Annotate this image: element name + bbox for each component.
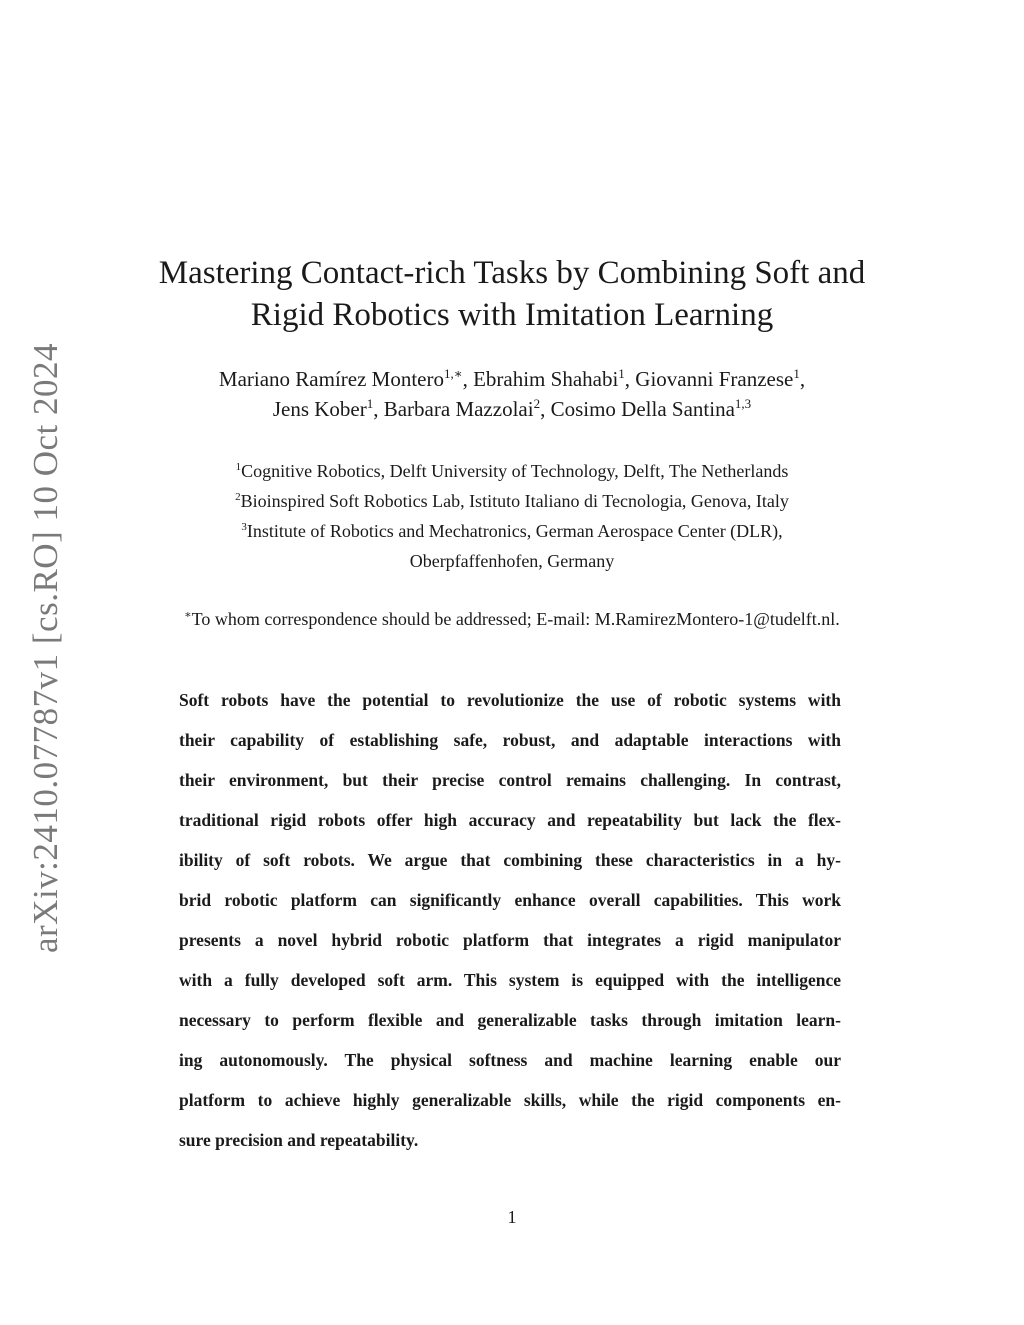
- abstract-line: brid robotic platform can significantly enhance overall capabilities. This work: [179, 890, 841, 910]
- author-affiliation-mark: 1,3: [734, 396, 752, 411]
- correspondence-mark: ∗: [184, 609, 192, 621]
- abstract-line: ing autonomously. The physical softness and machine learning enable our: [179, 1050, 841, 1070]
- author-name: Mariano Ramírez Montero: [218, 367, 444, 391]
- abstract-line: platform to achieve highly generalizable skills, while the rigid components en-: [179, 1090, 841, 1110]
- arxiv-identifier-text: arXiv:2410.07787v1 [cs.RO] 10 Oct 2024: [26, 342, 66, 953]
- correspondence-text: To whom correspondence should be addressed; E-mail: M.RamirezMontero-1@tudelft.nl.: [191, 609, 840, 629]
- paper-title: [0, 252, 1024, 336]
- affiliation-mark: 2: [235, 491, 241, 503]
- affiliation-mark: 1: [235, 461, 242, 473]
- page-number: 1: [507, 1207, 517, 1227]
- author-affiliation-mark: 1: [618, 366, 625, 381]
- affiliation-line: [0, 486, 1024, 516]
- affiliation-text: Bioinspired Soft Robotics Lab, Istituto Italiano di Tecnologia, Genova, Italy: [240, 491, 789, 511]
- abstract: [179, 680, 841, 1160]
- abstract-line: necessary to perform flexible and generalizable tasks through imitation learn-: [179, 1010, 841, 1030]
- author-affiliation-mark: 1: [366, 396, 374, 411]
- affiliation-text: Oberpfaffenhofen, Germany: [409, 551, 615, 571]
- title-line: Mastering Contact-rich Tasks by Combining Soft and: [158, 255, 866, 291]
- affiliation-text: Cognitive Robotics, Delft University of Technology, Delft, The Netherlands: [241, 461, 789, 481]
- author-name: , Giovanni Franzese: [624, 367, 794, 391]
- author-name: , Cosimo Della Santina: [540, 397, 735, 421]
- abstract-line: their capability of establishing safe, robust, and adaptable interactions with: [179, 730, 841, 750]
- abstract-line: sure precision and repeatability.: [179, 1130, 419, 1150]
- abstract-line: ibility of soft robots. We argue that combining these characteristics in a hy-: [179, 850, 841, 870]
- author-affiliation-mark: 1: [793, 366, 800, 381]
- author-name: , Ebrahim Shahabi: [462, 367, 619, 391]
- affiliation-mark: 3: [241, 521, 247, 533]
- abstract-line: presents a novel hybrid robotic platform that integrates a rigid manipulator: [179, 930, 841, 950]
- correspondence-note: [0, 606, 1024, 632]
- author-list: [0, 364, 1024, 424]
- author-line: [0, 394, 1024, 424]
- author-affiliation-mark: 2: [533, 396, 541, 411]
- arxiv-identifier-stamp: [20, 342, 72, 953]
- author-separator: ,: [799, 367, 806, 391]
- title-line: Rigid Robotics with Imitation Learning: [250, 297, 774, 333]
- abstract-line: with a fully developed soft arm. This system is equipped with the intelligence: [179, 970, 841, 990]
- author-name: , Barbara Mazzolai: [373, 397, 534, 421]
- affiliation-list: [0, 456, 1024, 576]
- abstract-line: traditional rigid robots offer high accuracy and repeatability but lack the flex-: [179, 810, 841, 830]
- abstract-line: their environment, but their precise control remains challenging. In contrast,: [179, 770, 841, 790]
- affiliation-line: [0, 456, 1024, 486]
- abstract-line: Soft robots have the potential to revolutionize the use of robotic systems with: [179, 690, 841, 710]
- affiliation-line: [0, 546, 1024, 576]
- affiliation-text: Institute of Robotics and Mechatronics, German Aerospace Center (DLR),: [246, 521, 783, 541]
- author-name: Jens Kober: [272, 397, 367, 421]
- affiliation-line: [0, 516, 1024, 546]
- author-affiliation-mark: 1,∗: [443, 366, 463, 381]
- author-line: [0, 364, 1024, 394]
